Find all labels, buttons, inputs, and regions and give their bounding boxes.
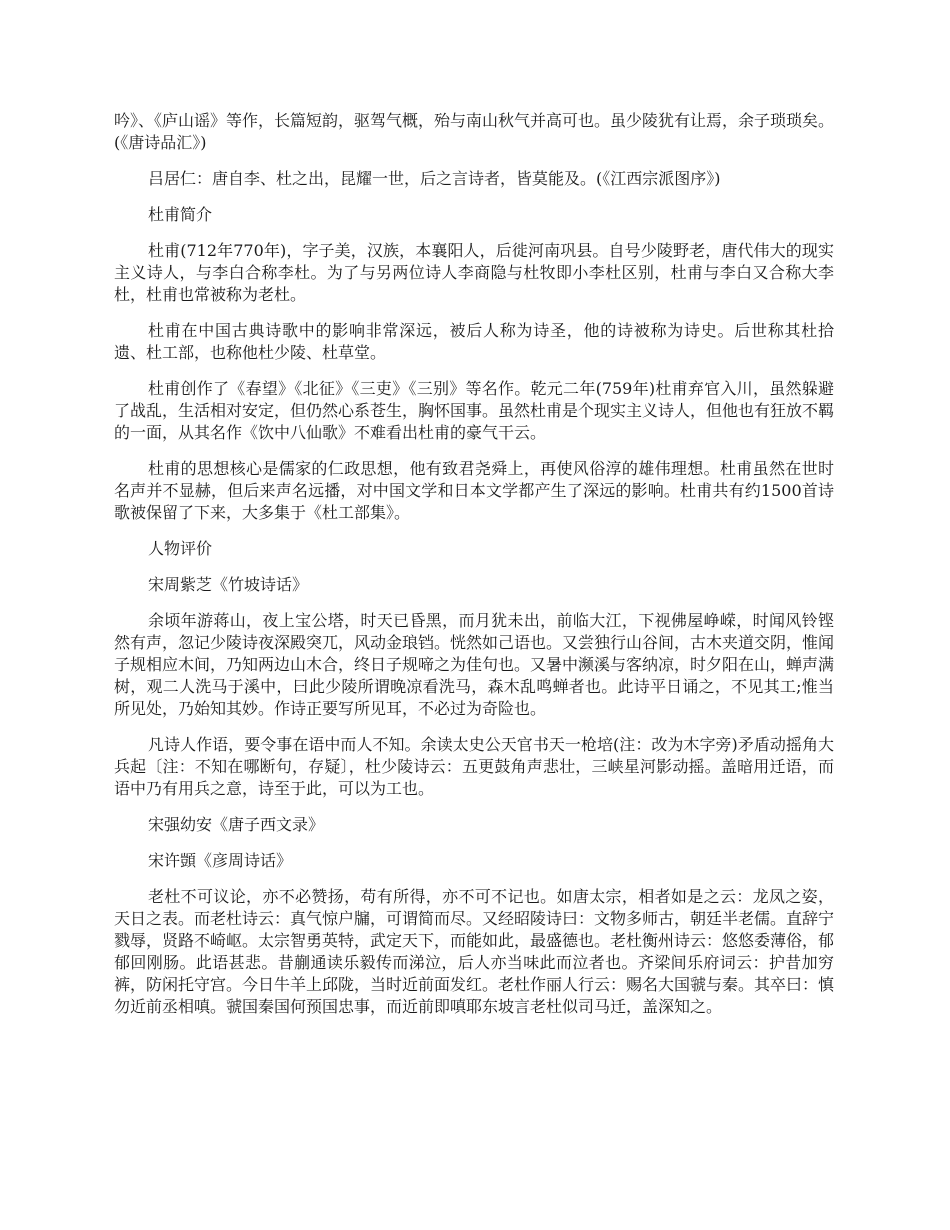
section-heading-evaluation: 人物评价 bbox=[148, 539, 213, 558]
document-page bbox=[114, 110, 834, 1032]
paragraph-dufu-bio: 杜甫(712年770年)，字子美，汉族，本襄阳人，后徙河南巩县。自号少陵野老，唐代伟大的现实主义诗人，与李白合称李杜。为了与另两位诗人李商隐与杜牧即小李杜区别，杜甫与李白又合称大李杜，杜甫也常被称为老杜。 bbox=[114, 241, 834, 304]
subheading-yanzhou-shihua: 宋许顗《彦周诗话》 bbox=[148, 851, 293, 870]
paragraph-dufu-thought: 杜甫的思想核心是儒家的仁政思想，他有致君尧舜上，再使风俗淳的雄伟理想。杜甫虽然在世时名声并不显赫，但后来声名远播，对中国文学和日本文学都产生了深远的影响。杜甫共有约1500首诗歌被保留了下来，大多集于《杜工部集》。 bbox=[114, 459, 834, 522]
paragraph-tangshi-pinhui: 吟》、《庐山谣》等作，长篇短韵，驱驾气概，殆与南山秋气并高可也。虽少陵犹有让焉，余子琐琐矣。(《唐诗品汇》) bbox=[114, 111, 835, 152]
paragraph-poetic-language: 凡诗人作语，要令事在语中而人不知。余读太史公天官书天一枪培(注：改为木字旁)矛盾动摇角大兵起〔注：不知在哪断句，存疑〕，杜少陵诗云：五更鼓角声悲壮，三峡星河影动摇。盖暗用迁语，而语中乃有用兵之意，诗至于此，可以为工也。 bbox=[114, 735, 834, 798]
paragraph-dufu-influence: 杜甫在中国古典诗歌中的影响非常深远，被后人称为诗圣，他的诗被称为诗史。后世称其杜拾遗、杜工部，也称他杜少陵、杜草堂。 bbox=[114, 321, 834, 362]
paragraph-laodu-commentary: 老杜不可议论，亦不必赞扬，苟有所得，亦不可不记也。如唐太宗，相者如是之云：龙凤之姿，天日之表。而老杜诗云：真气惊户牖，可谓简而尽。又经昭陵诗曰：文物多师古，朝廷半老儒。直辞宁戮辱，贤路不崎岖。太宗智勇英特，武定天下，而能如此，最盛德也。老杜衡州诗云：悠悠委薄俗，郁郁回刚肠。此语甚悲。昔蒯通读乐毅传而涕泣，后人亦当味此而泣者也。齐梁间乐府词云：护昔加穷裤，防闲托守宫。今日牛羊上邱陇，当时近前面发红。老杜作丽人行云：赐名大国虢与秦。其卒曰：慎勿近前丞相嗔。虢国秦国何预国忠事，而近前即嗔耶东坡言老杜似司马迁，盖深知之。 bbox=[114, 887, 835, 1016]
paragraph-jiangshan-anecdote: 余顷年游蒋山，夜上宝公塔，时天已昏黑，而月犹未出，前临大江，下视佛屋峥嵘，时闻风铃铿然有声，忽记少陵诗夜深殿突兀，风动金琅铛。恍然如己语也。又尝独行山谷间，古木夹道交阴，惟闻子规相应木间，乃知两边山木合，终日子规啼之为佳句也。又暑中濒溪与客纳凉，时夕阳在山，蝉声满树，观二人洗马于溪中，曰此少陵所谓晚凉看洗马，森木乱鸣蝉者也。此诗平日诵之，不见其工;惟当所见处，乃始知其妙。作诗正要写所见耳，不必过为奇险也。 bbox=[114, 611, 835, 718]
paragraph-lu-juren: 吕居仁：唐自李、杜之出，昆耀一世，后之言诗者，皆莫能及。(《江西宗派图序》) bbox=[148, 169, 721, 188]
section-heading-dufu-intro: 杜甫简介 bbox=[148, 205, 213, 224]
subheading-zhubo-shihua: 宋周紫芝《竹坡诗话》 bbox=[148, 575, 309, 594]
subheading-tangzixi-wenlu: 宋强幼安《唐子西文录》 bbox=[148, 815, 325, 834]
paragraph-dufu-works: 杜甫创作了《春望》《北征》《三吏》《三别》等名作。乾元二年(759年)杜甫弃官入川，虽然躲避了战乱，生活相对安定，但仍然心系苍生，胸怀国事。虽然杜甫是个现实主义诗人，但他也有狂放不羁的一面，从其名作《饮中八仙歌》不难看出杜甫的豪气干云。 bbox=[114, 379, 835, 442]
